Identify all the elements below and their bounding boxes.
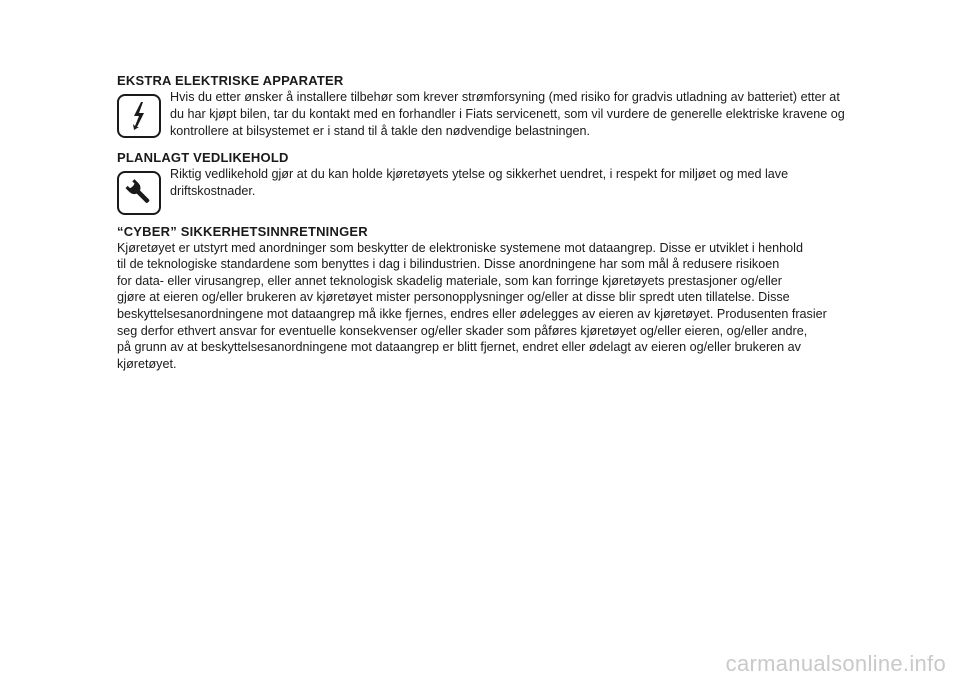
wrench-icon (117, 171, 161, 215)
text-line: Kjøretøyet er utstyrt med anordninger som beskytter de elektroniske systemene mot dataangrep. Disse er utviklet i henhold (117, 240, 803, 255)
text-line: driftskostnader. (170, 183, 256, 198)
text-line: kjøretøyet. (117, 356, 177, 371)
text-line: på grunn av at beskyttelsesanordningene mot dataangrep er blitt fjernet, endret eller ødelagt av eieren og/eller brukeren av (117, 340, 801, 355)
section-body (117, 89, 877, 141)
section-heading: PLANLAGT VEDLIKEHOLD (117, 149, 289, 165)
section-planned-maintenance (117, 149, 877, 215)
text-line: seg derfor ethvert ansvar for eventuelle konsekvenser og/eller skader som påføres kjøretøyet og/eller eieren, og/eller andre, (117, 323, 808, 338)
section-heading: EKSTRA ELEKTRISKE APPARATER (117, 73, 344, 88)
text-line: for data- eller virusangrep, eller annet teknologisk skadelig materiale, som kan forringe kjøretøyets prestasjoner og/eller (117, 273, 782, 288)
section-paragraph (170, 89, 877, 141)
section-heading: “CYBER” SIKKERHETSINNRETNINGER (117, 223, 368, 239)
text-line: du har kjøpt bilen, tar du kontakt med en forhandler i Fiats servicenett, som vil vurdere de generelle elektriske kravene og (170, 107, 845, 122)
section-cyber-security-devices (117, 223, 877, 373)
manual-page (117, 72, 877, 380)
section-body (117, 166, 877, 215)
section-paragraph (170, 166, 877, 200)
lightning-bolt-icon (117, 94, 161, 138)
text-line: til de teknologiske standardene som benyttes i dag i bilindustrien. Disse anordningene har som mål å redusere risikoen (117, 257, 780, 272)
watermark: carmanualsonline.info (725, 651, 946, 676)
section-extra-electrical-devices (117, 72, 877, 141)
text-line: kontrollere at bilsystemet er i stand til å takle den nødvendige belastningen. (170, 124, 591, 139)
text-line: gjøre at eieren og/eller brukeren av kjøretøyet mister personopplysninger og/eller at disse blir spredt uten tillatelse. Disse (117, 290, 790, 305)
text-line: Hvis du etter ønsker å installere tilbehør som krever strømforsyning (med risiko for gradvis utladning av batteriet) etter at (170, 90, 840, 104)
section-paragraph (117, 240, 877, 373)
text-line: Riktig vedlikehold gjør at du kan holde kjøretøyets ytelse og sikkerhet uendret, i respekt for miljøet og med lave (170, 166, 789, 181)
text-line: beskyttelsesanordningene mot dataangrep må ikke fjernes, endres eller ødelegges av eieren av kjøretøyet. Produsenten frasier (117, 306, 827, 321)
